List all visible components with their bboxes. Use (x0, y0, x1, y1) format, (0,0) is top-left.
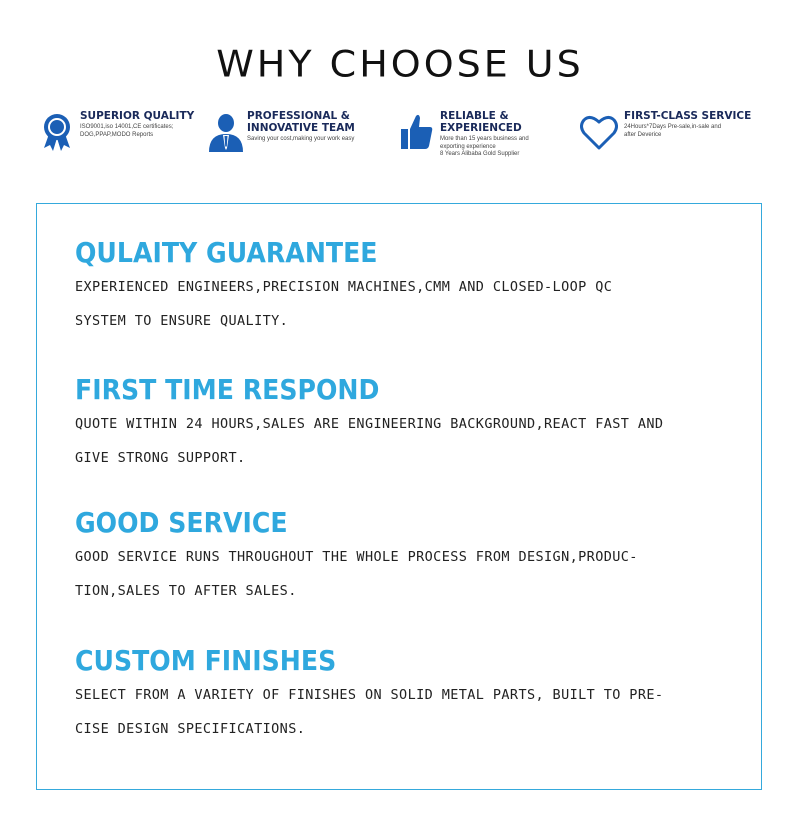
feature-desc: ISO9001,iso 14001,CE certificates; DOG,PPAP,MODO Reports (80, 124, 174, 138)
section-text: QUOTE WITHIN 24 HOURS,SALES ARE ENGINEERING BACKGROUND,REACT FAST AND GIVE STRONG SUPPORT. (75, 416, 664, 466)
section-text: SELECT FROM A VARIETY OF FINISHES ON SOLID METAL PARTS, BUILT TO PRE- CISE DESIGN SPECIFICATIONS. (75, 687, 664, 737)
section-good-service (75, 506, 745, 608)
feature-title: PROFESSIONAL & INNOVATIVE TEAM (247, 110, 355, 134)
section-text: GOOD SERVICE RUNS THROUGHOUT THE WHOLE PROCESS FROM DESIGN,PRODUC- TION,SALES TO AFTER SALES. (75, 549, 638, 599)
section-first-time-respond (75, 373, 745, 475)
page-title: WHY CHOOSE US (216, 43, 584, 85)
feature-desc: Saving your cost,making your work easy (247, 136, 355, 142)
section-quality-guarantee (75, 236, 745, 338)
feature-strip (0, 108, 800, 168)
feature-desc: More than 15 years business and exporting experience 8 Years Alibaba Gold Supplier (440, 136, 529, 157)
feature-title: RELIABLE & EXPERIENCED (440, 110, 522, 134)
person-icon (207, 112, 245, 152)
feature-title: FIRST-CLASS SERVICE (624, 110, 752, 122)
award-badge-icon (40, 112, 74, 152)
section-custom-finishes (75, 644, 745, 746)
section-heading: GOOD SERVICE (75, 506, 288, 539)
section-heading: CUSTOM FINISHES (75, 644, 337, 677)
thumbs-up-icon (400, 112, 434, 152)
section-text: EXPERIENCED ENGINEERS,PRECISION MACHINES,CMM AND CLOSED-LOOP QC SYSTEM TO ENSURE QUALITY. (75, 279, 613, 329)
section-heading: QULAITY GUARANTEE (75, 236, 378, 269)
feature-title: SUPERIOR QUALITY (80, 110, 195, 122)
heart-icon (580, 112, 618, 152)
info-box (36, 203, 762, 790)
section-heading: FIRST TIME RESPOND (75, 373, 380, 406)
feature-desc: 24Hours*7Days Pre-sale,in-sale and after Deverice (624, 124, 722, 138)
